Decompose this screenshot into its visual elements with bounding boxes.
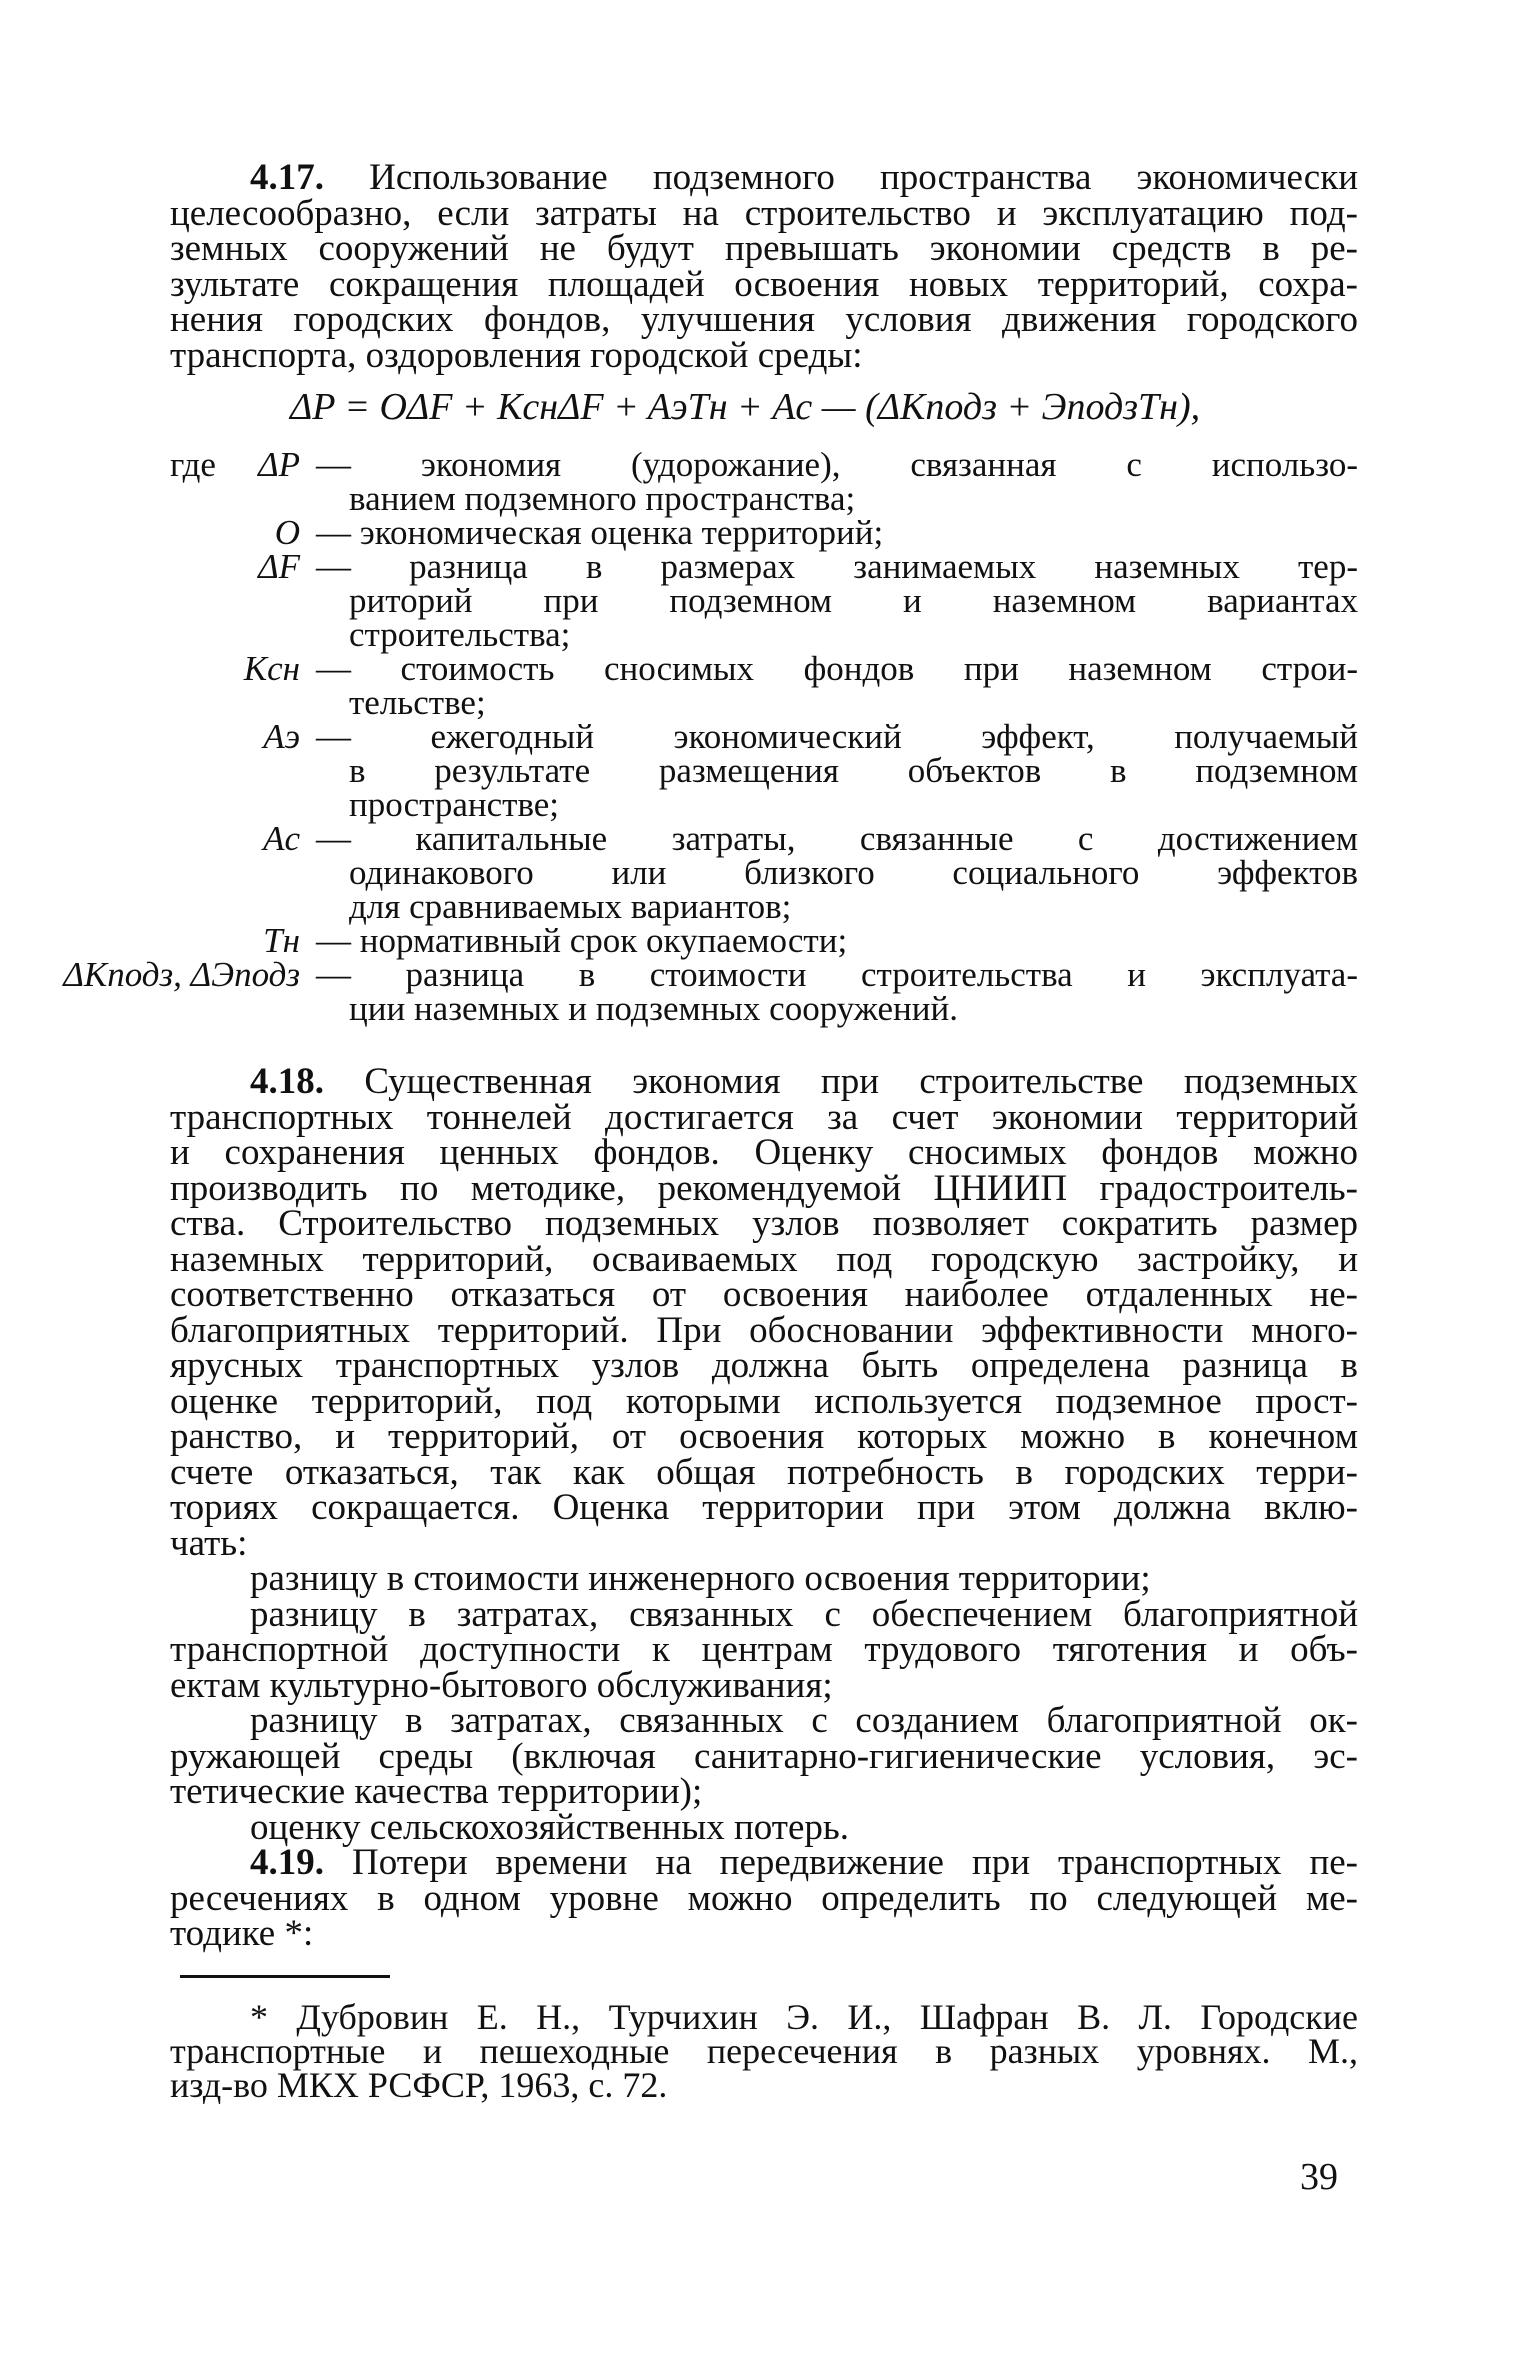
section-4-18 [170, 1061, 1358, 1954]
legend-symbol: Aэ [263, 717, 300, 756]
text-line: оценке территорий, под которыми используется подземное прост- [170, 1380, 1358, 1422]
list-item: оценку сельскохозяйственных потерь. [250, 1806, 849, 1848]
section-number: 4.17. [250, 157, 324, 198]
where-label: где [170, 445, 216, 484]
text-line: Потери времени на передвижение при транспортных пе- [352, 1842, 1358, 1883]
legend-symbol: Tн [263, 921, 300, 960]
text-line: ектам культурно-бытового обслуживания; [170, 1664, 833, 1706]
text-line: ружающей среды (включая санитарно-гигиенические условия, эс- [170, 1735, 1358, 1777]
text-line: наземных территорий, осваиваемых под городскую застройку, и [170, 1238, 1358, 1280]
legend-description [316, 717, 1358, 824]
page-number: 39 [1300, 2156, 1338, 2198]
text-line: ванием подземного пространства; [349, 479, 856, 518]
section-4-17-line-1 [170, 157, 1358, 198]
text-line: — ежегодный экономический эффект, получаемый [316, 717, 1358, 756]
legend-row [170, 547, 1358, 654]
text-line: чать: [170, 1522, 248, 1564]
text-line: соответственно отказаться от освоения наиболее отдаленных не- [170, 1274, 1358, 1315]
text-line: тодике *: [170, 1913, 314, 1954]
legend-description [316, 955, 1358, 1028]
text-line: земных сооружений не будут превышать экономии средств в ре- [170, 228, 1358, 269]
text-line: транспортной доступности к центрам трудового тяготения и объ- [170, 1629, 1358, 1670]
legend-description [316, 649, 1358, 722]
text-line: счете отказаться, так как общая потребность в городских терри- [170, 1451, 1358, 1493]
legend-symbol: ΔF [258, 547, 300, 586]
formula: ΔP = OΔF + KснΔF + AэTн + Aс — (ΔKподз + ЭподзTн), [290, 386, 1201, 428]
legend-symbol: Aс [263, 819, 300, 858]
text-line: для сравниваемых вариантов; [349, 887, 792, 926]
text-line: одинакового или близкого социального эффектов [349, 853, 1358, 892]
text-line: нения городских фондов, улучшения условия движения городского [170, 299, 1358, 340]
footnote [170, 1997, 1358, 2105]
text-line: ства. Строительство подземных узлов позволяет сократить размер [170, 1203, 1358, 1244]
section-4-19-line-1 [170, 1842, 1358, 1883]
legend-symbol: O [274, 513, 300, 552]
text-line: транспортные и пешеходные пересечения в разных уровнях. М., [170, 2031, 1358, 2071]
list-item: разницу в затратах, связанных с созданием благоприятной ок- [250, 1700, 1358, 1741]
text-line: — разница в размерах занимаемых наземных тер- [316, 547, 1358, 586]
text-line: Использование подземного пространства экономически [369, 157, 1358, 198]
text-line: — стоимость сносимых фондов при наземном строи- [316, 649, 1358, 688]
legend-description [316, 547, 1358, 654]
text-line: транспортных тоннелей достигается за счет экономии территорий [170, 1096, 1358, 1138]
legend-row [170, 445, 1358, 518]
legend-symbol: ΔKподз, ΔЭподз [63, 955, 300, 994]
legend-symbol: Kсн [243, 649, 300, 688]
legend-row [170, 921, 1358, 960]
text-line: — экономия (удорожание), связанная с использо- [316, 445, 1358, 484]
text-line: * Дубровин Е. Н., Турчихин Э. И., Шафран В. Л. Городские [250, 1997, 1358, 2037]
list-item: разницу в стоимости инженерного освоения территории; [250, 1558, 1151, 1599]
text-line: — нормативный срок окупаемости; [316, 921, 848, 960]
text-line: — экономическая оценка территорий; [316, 513, 884, 552]
text-line: ториях сокращается. Оценка территории при этом должна вклю- [170, 1487, 1358, 1528]
list-item: разницу в затратах, связанных с обеспечением благоприятной [250, 1593, 1358, 1635]
text-line: целесообразно, если затраты на строительство и эксплуатацию под- [170, 192, 1358, 234]
text-line: — разница в стоимости строительства и эксплуата- [316, 955, 1358, 994]
text-line: Существенная экономия при строительстве подземных [364, 1061, 1358, 1102]
legend-row [170, 513, 1358, 552]
legend-description [316, 819, 1358, 926]
legend-symbol: ΔP [258, 445, 300, 484]
text-line: строительства; [349, 615, 571, 654]
text-line: производить по методике, рекомендуемой ЦНИИП градостроитель- [170, 1167, 1358, 1209]
text-line: ции наземных и подземных сооружений. [349, 989, 958, 1028]
text-line: — капитальные затраты, связанные с достижением [316, 819, 1358, 858]
text-line: транспорта, оздоровления городской среды: [170, 334, 863, 376]
text-line: ярусных транспортных узлов должна быть определена разница в [170, 1345, 1358, 1386]
legend-description [316, 921, 1358, 960]
text-line: ресечениях в одном уровне можно определить по следующей ме- [170, 1877, 1358, 1919]
section-4-17 [170, 157, 1358, 376]
text-line: тетические качества территории); [170, 1771, 703, 1812]
text-line: благоприятных территорий. При обосновании эффективности много- [170, 1309, 1358, 1351]
text-line: зультате сокращения площадей освоения новых территорий, сохра- [170, 263, 1358, 305]
legend-description [316, 513, 1358, 552]
text-line: тельстве; [349, 683, 486, 722]
legend-row [170, 819, 1358, 926]
text-line: и сохранения ценных фондов. Оценку сносимых фондов можно [170, 1132, 1358, 1173]
section-number: 4.18. [250, 1061, 324, 1102]
text-line: ранство, и территорий, от освоения которых можно в конечном [170, 1416, 1358, 1457]
section-number: 4.19. [250, 1842, 324, 1883]
text-line: в результате размещения объектов в подземном [349, 751, 1358, 790]
legend-row [170, 717, 1358, 824]
legend-row [170, 649, 1358, 722]
section-4-18-line-1 [170, 1061, 1358, 1102]
legend-row [63, 955, 1358, 1028]
text-line: изд-во МКХ РСФСР, 1963, с. 72. [170, 2065, 668, 2105]
footnote-divider [180, 1975, 390, 1978]
text-line: риторий при подземном и наземном вариантах [349, 581, 1358, 620]
formula-legend [63, 445, 1358, 1028]
text-line: пространстве; [349, 785, 560, 824]
legend-description [316, 445, 1358, 518]
